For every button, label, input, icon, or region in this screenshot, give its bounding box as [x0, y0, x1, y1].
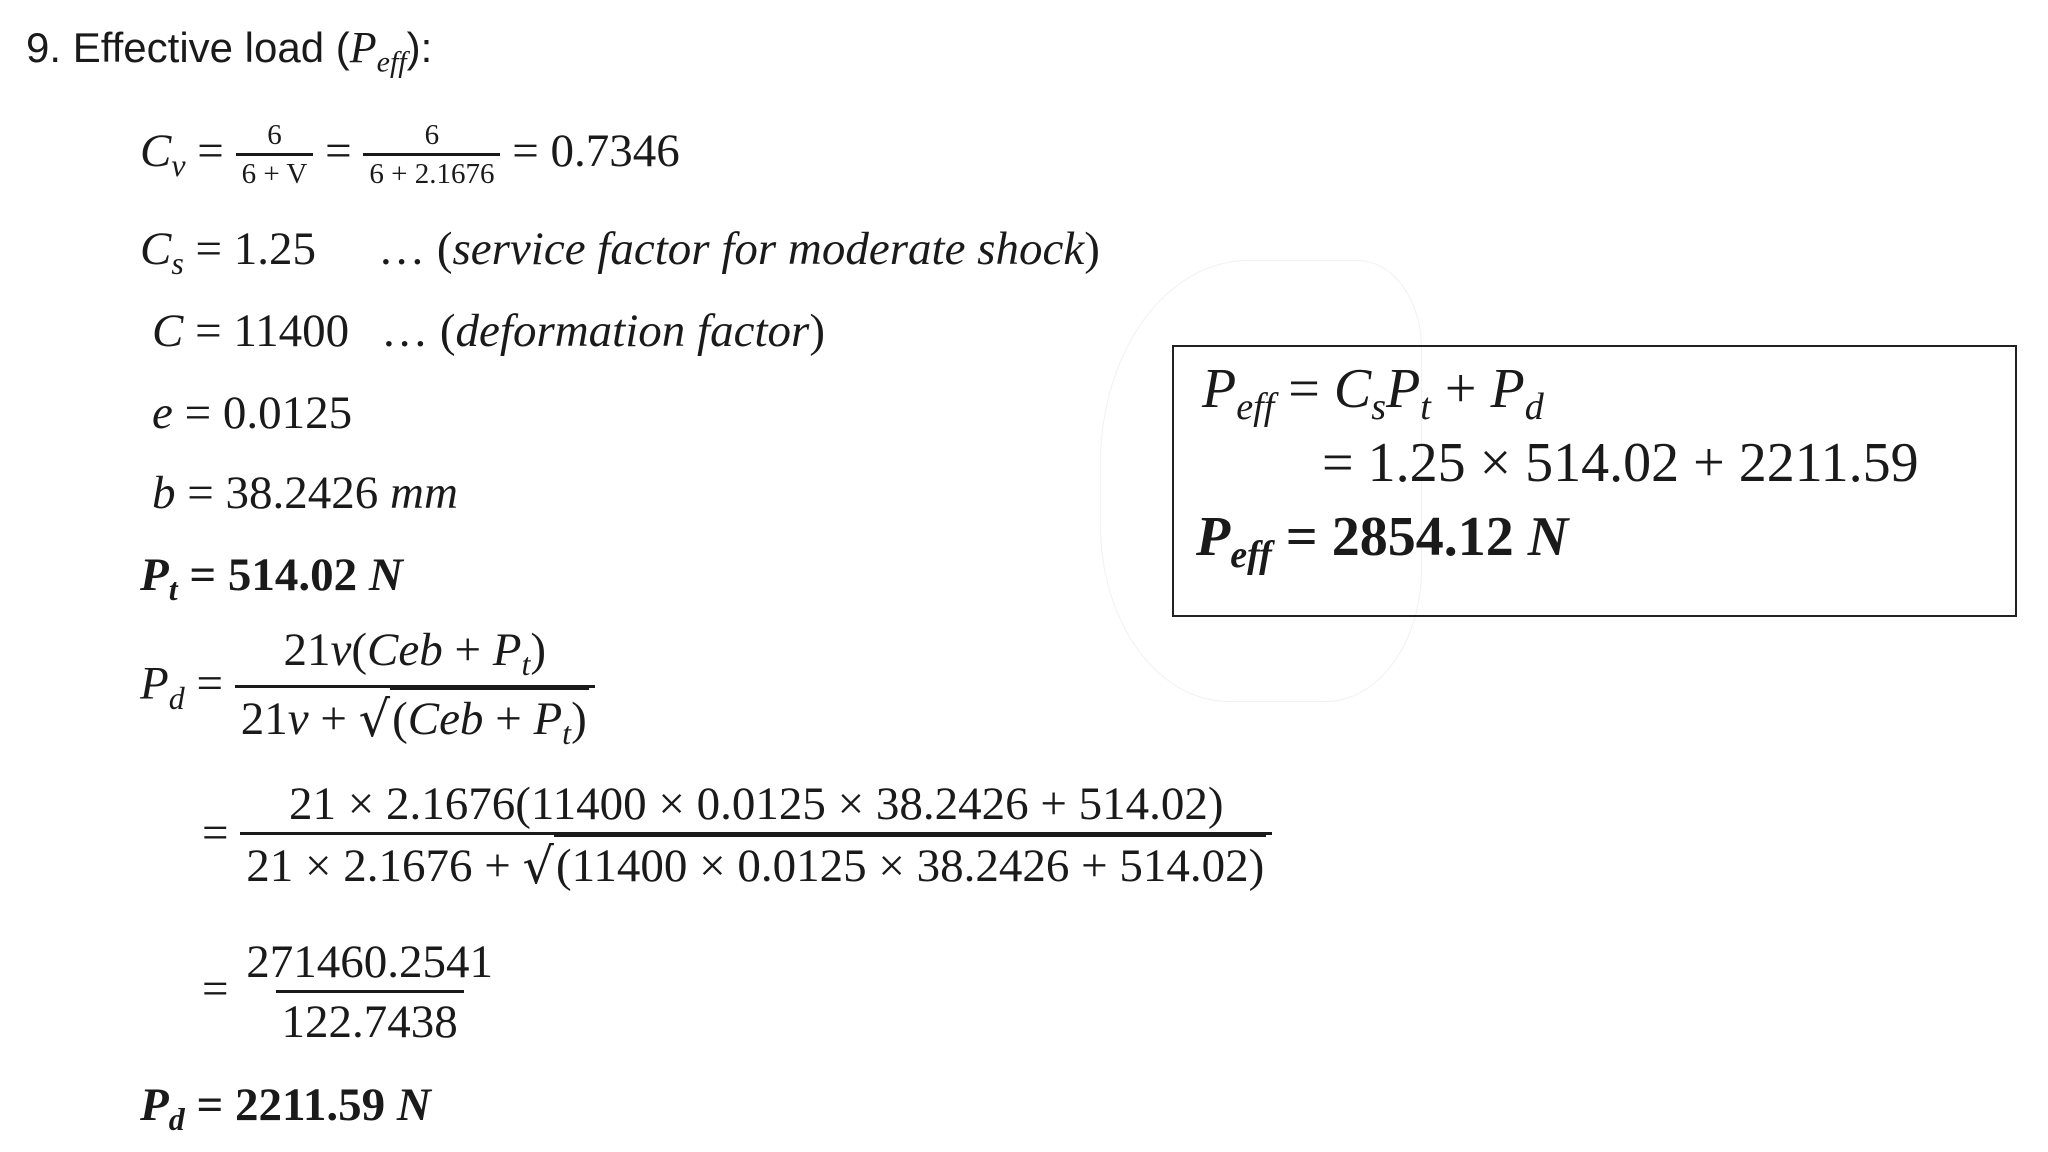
- cv-equals-3: =: [500, 124, 551, 177]
- radical-icon: √: [358, 689, 391, 748]
- pd-sub-fraction: [240, 776, 1272, 898]
- pd-substitution: [202, 776, 1272, 898]
- pt-symbol: P: [140, 549, 169, 601]
- peff-pd-symbol: P: [1490, 358, 1525, 420]
- peff-pd-subscript: d: [1524, 386, 1544, 429]
- peff-result-unit: N: [1527, 506, 1569, 568]
- pd-formula-numerator: [277, 622, 552, 685]
- peff-substitution: [1322, 431, 1919, 495]
- pd-sub-equals: =: [202, 806, 241, 859]
- pd-equals: =: [184, 657, 235, 710]
- pd-num-coef: 21: [283, 624, 331, 676]
- pd-result-symbol: P: [140, 1079, 169, 1131]
- pd-num-p-sub: t: [521, 647, 531, 683]
- pd-den-v: v: [287, 692, 309, 745]
- pd-den-open: (: [392, 692, 408, 745]
- pd-ratio-numerator: 271460.2541: [246, 936, 494, 988]
- pd-sub-numerator: 21 × 2.1676(11400 × 0.0125 × 38.2426 + 514.02): [288, 778, 1224, 830]
- pd-formula-denominator: [235, 685, 595, 754]
- e-equation: [152, 386, 352, 440]
- effective-load-result-box: [1172, 345, 2017, 617]
- cv-fraction-numeric: [363, 118, 500, 192]
- b-equation: [152, 466, 458, 520]
- cv-frac2-numerator: 6: [424, 119, 440, 151]
- peff-plus: +: [1430, 358, 1491, 420]
- pd-result-unit: N: [396, 1079, 431, 1131]
- pd-sub-denominator: [240, 832, 1272, 898]
- c-equation: [152, 304, 825, 358]
- cv-frac2-denominator: 6 + 2.1676: [363, 153, 500, 192]
- pd-den-root: [390, 688, 589, 754]
- pd-den-plus: +: [308, 692, 359, 745]
- section-heading: [26, 22, 432, 80]
- pd-result: [140, 1078, 431, 1138]
- pd-num-ceb: Ceb: [366, 624, 443, 676]
- heading-suffix: ):: [406, 24, 433, 71]
- cv-frac1-denominator: 6 + V: [236, 153, 314, 192]
- cs-note-suffix: ): [1084, 223, 1100, 275]
- pd-num-v: v: [330, 624, 352, 676]
- pd-subscript: d: [168, 680, 185, 716]
- b-unit: mm: [390, 467, 458, 519]
- peff-equals: =: [1274, 358, 1334, 420]
- pd-num-open: (: [351, 624, 367, 676]
- cv-fraction-symbolic: [236, 118, 314, 192]
- pd-den-close: ): [571, 692, 587, 745]
- peff-substitution-text: = 1.25 × 514.02 + 2211.59: [1322, 432, 1919, 494]
- pd-symbol: P: [140, 657, 169, 710]
- cv-value: 0.7346: [550, 124, 680, 177]
- pt-value: = 514.02: [177, 549, 369, 601]
- peff-cs-symbol: C: [1333, 358, 1372, 420]
- b-value: = 38.2426: [175, 467, 391, 519]
- pd-sub-den-root: (11400 × 0.0125 × 38.2426 + 514.02): [554, 835, 1266, 896]
- b-symbol: b: [152, 467, 176, 519]
- pd-formula-fraction: [235, 622, 595, 754]
- heading-prefix: 9. Effective load (: [26, 24, 350, 71]
- radical-icon: √: [522, 837, 554, 896]
- pd-ratio-denominator: 122.7438: [276, 990, 464, 1052]
- cv-frac1-numerator: 6: [267, 119, 282, 151]
- cv-equation: [140, 118, 680, 192]
- pd-formula: [140, 622, 595, 754]
- pd-ratio-fraction: [240, 934, 499, 1052]
- pt-unit: N: [368, 549, 403, 601]
- cs-value: = 1.25: [183, 223, 317, 275]
- heading-symbol: P: [349, 23, 377, 72]
- cs-note: service factor for moderate shock: [452, 223, 1085, 275]
- cs-equation: [140, 222, 1100, 282]
- cs-note-prefix: … (: [378, 223, 453, 275]
- peff-pt-symbol: P: [1386, 358, 1421, 420]
- pd-num-p: P: [492, 624, 522, 676]
- c-note-suffix: ): [809, 305, 825, 357]
- peff-subscript: eff: [1236, 386, 1275, 429]
- cv-equals-2: =: [313, 124, 364, 177]
- pd-num-plus: +: [442, 624, 493, 676]
- pd-den-plus-2: +: [483, 692, 534, 745]
- pd-sub-den-left: 21 × 2.1676 +: [246, 840, 523, 893]
- e-value: = 0.0125: [172, 387, 353, 439]
- pd-den-ceb: Ceb: [407, 692, 484, 745]
- pd-result-value: = 2211.59: [184, 1079, 397, 1131]
- e-symbol: e: [152, 387, 173, 439]
- peff-result-symbol: P: [1196, 506, 1231, 568]
- peff-formula: [1202, 357, 1544, 429]
- peff-result: [1196, 505, 1568, 577]
- peff-result-value: = 2854.12: [1271, 506, 1528, 568]
- peff-result-subscript: eff: [1230, 534, 1272, 577]
- cv-symbol: C: [140, 124, 172, 177]
- pd-num-close: ): [530, 624, 546, 676]
- pt-subscript: t: [168, 572, 178, 608]
- c-symbol: C: [152, 305, 184, 357]
- pd-result-subscript: d: [168, 1102, 185, 1138]
- pd-ratio-equals: =: [202, 962, 241, 1015]
- peff-pt-subscript: t: [1420, 386, 1431, 429]
- peff-symbol: P: [1202, 358, 1237, 420]
- pd-den-p: P: [533, 692, 563, 745]
- c-value: = 11400: [183, 305, 350, 357]
- c-note: deformation factor: [455, 305, 810, 357]
- heading-symbol-subscript: eff: [376, 45, 407, 79]
- pd-den-coef: 21: [240, 692, 288, 745]
- cs-symbol: C: [140, 223, 172, 275]
- pt-equation: [140, 548, 403, 608]
- cv-subscript: v: [171, 148, 186, 184]
- pd-ratio: [202, 934, 499, 1052]
- c-note-prefix: … (: [381, 305, 456, 357]
- peff-cs-subscript: s: [1371, 386, 1387, 429]
- pd-den-p-sub: t: [562, 715, 572, 751]
- cs-subscript: s: [171, 246, 184, 282]
- cv-equals: =: [185, 124, 236, 177]
